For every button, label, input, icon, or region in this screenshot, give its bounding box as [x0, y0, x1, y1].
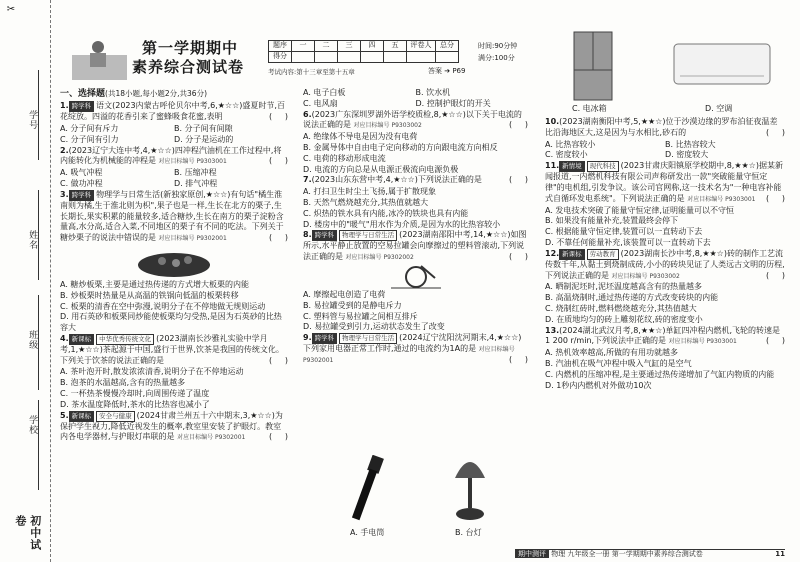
option-c[interactable]: C. 电荷的移动形成电流	[303, 153, 386, 163]
answer-paren[interactable]: ( )	[269, 112, 288, 122]
q-tag: 跨学科	[69, 101, 95, 112]
question-9	[303, 333, 528, 366]
q-subtag: 物理学与日常生活	[339, 230, 397, 241]
brand-logo: 初中试卷	[13, 515, 42, 551]
section-desc: (共18小题,每小题2分,共36分)	[105, 89, 207, 98]
field-line	[38, 190, 39, 280]
field-name: 姓名	[27, 230, 38, 250]
title-line-2: 素养综合测试卷	[132, 58, 245, 76]
answer-paren[interactable]: ( )	[509, 175, 528, 185]
options-list	[545, 282, 785, 325]
field-line	[38, 70, 39, 160]
score-cell[interactable]	[338, 52, 361, 63]
score-header: 四	[361, 41, 384, 52]
q-ref: 对应目标编号 P9303002	[611, 272, 680, 280]
column-2	[303, 88, 528, 367]
option-d[interactable]: D. 茶水温度降低时,茶水的比热容也减小了	[60, 399, 210, 409]
answer-paren[interactable]: ( )	[509, 252, 528, 262]
question-13	[545, 326, 785, 348]
option-d[interactable]: D. 分子是运动的	[174, 134, 234, 144]
q-text: (2023湖南长沙中考,8,★★☆)砖的制作工艺流传数千年,从黏土到烧制成砖,小小的砖块见证了人类远古文明的历程,下列说法正确的是	[545, 248, 785, 280]
q-number: 9.	[303, 333, 312, 343]
option-a[interactable]: A. 分子间有斥力	[60, 123, 119, 133]
binding-sidebar	[0, 0, 51, 562]
score-header: 总分	[436, 41, 459, 52]
option-c[interactable]: C. 做功冲程	[60, 178, 103, 188]
options-grid	[60, 168, 288, 190]
question-5	[60, 411, 288, 444]
q-text: (2023湖南邵阳中考,14,★☆☆)如图所示,水平静止放置的空易拉罐会向摩擦过的塑料管滚动,下列说法正确的是	[303, 230, 527, 262]
field-student-id: 学号	[27, 110, 38, 130]
option-c[interactable]: C. 一杯热茶慢慢冷却时,向周围传递了温度	[60, 389, 210, 399]
q-text: (2024甘肃兰州五十六中期末,3,★☆☆)为保护学生视力,降低近视发生的概率,教室里安装了护眼灯。教室内各电学器材,与护眼灯串联的是	[60, 410, 283, 442]
answer-paren[interactable]: ( )	[509, 354, 528, 364]
footer-badge: 期中测评	[515, 550, 549, 558]
student-illustration-icon	[70, 35, 130, 85]
page-number: 11	[775, 550, 785, 558]
question-10	[545, 117, 785, 139]
exam-full-score: 满分:100分	[478, 54, 515, 62]
option-c[interactable]: C. 板栗的清香在空中弥漫,说明分子在不停地做无规则运动	[60, 301, 266, 311]
question-12	[545, 249, 785, 282]
answer-paren[interactable]: ( )	[269, 233, 288, 243]
question-8	[303, 230, 528, 263]
q-number: 11.	[545, 161, 560, 171]
q-number: 7.	[303, 175, 312, 185]
option-a[interactable]: A. 发电技术突破了能量守恒定律,证明能量可以不守恒	[545, 205, 734, 215]
q-ref: 对应目标编号 P9302001	[158, 235, 227, 243]
score-cell[interactable]	[407, 52, 436, 63]
option-a[interactable]: A. 打扫卫生时尘土飞扬,属于扩散现象	[303, 187, 436, 197]
options-list	[60, 367, 288, 410]
q-text: (2023辽宁大连中考,4,★☆☆)四冲程汽油机在工作过程中,将内能转化为机械能的冲程是	[60, 145, 282, 166]
field-school: 学校	[27, 415, 38, 435]
q-text: (2024辽宁沈阳沈河期末,4,★☆☆)下列家用电器正常工作时,通过的电流约为1A的是	[303, 333, 522, 354]
option-b[interactable]: B. 比热容较大	[665, 139, 716, 149]
q-tag: 新课标	[69, 411, 95, 422]
score-cell[interactable]	[436, 52, 459, 63]
question-4	[60, 334, 288, 367]
q-number: 1.	[60, 101, 69, 111]
option-b[interactable]: B. 泡茶的水温越高,含有的热量越多	[60, 378, 186, 388]
footer-grade: 九年级全一册	[567, 550, 610, 558]
flashlight-icon	[340, 455, 400, 525]
options-list	[545, 348, 785, 391]
options-grid	[60, 124, 288, 146]
score-header: 一	[292, 41, 315, 52]
option-a[interactable]: A. 摩擦起电创造了电荷	[303, 289, 386, 299]
option-d[interactable]: D. 在质地均匀的砖上雕刻花纹,砖的密度变小	[545, 314, 703, 324]
q-number: 3.	[60, 189, 69, 199]
q-tag: 跨学科	[69, 190, 95, 201]
q-ref: 对应目标编号 P9303001	[668, 338, 737, 346]
answer-paren[interactable]: ( )	[509, 120, 528, 130]
table-lamp-icon	[445, 448, 495, 526]
options-list	[303, 132, 528, 175]
q-text: (2024湖北武汉月考,8,★★☆)单缸四冲程内燃机,飞轮的转速是1 200 r/min,下列说法中正确的是	[545, 325, 781, 346]
q-ref: 对应目标编号 P9303002	[353, 122, 422, 130]
question-1	[60, 101, 288, 123]
chestnut-photo-icon	[134, 245, 214, 279]
air-conditioner-icon	[672, 42, 772, 92]
question-7	[303, 175, 528, 186]
option-a[interactable]: A. 绝缘体不导电是因为没有电荷	[303, 132, 418, 142]
answer-paren[interactable]: ( )	[766, 127, 785, 137]
option-b[interactable]: B. 天然气燃烧越充分,其热值就越大	[303, 197, 429, 207]
exam-time: 时间:90分钟	[478, 42, 518, 50]
option-d[interactable]: D. 密度较大	[665, 150, 709, 160]
option-a[interactable]: A. 吸气冲程	[60, 168, 103, 178]
option-b[interactable]: B. 金属导体中自由电子定向移动的方向跟电流方向相反	[303, 142, 498, 152]
option-c[interactable]: C. 烧制红砖时,燃料燃烧越充分,其热值越大	[545, 303, 697, 313]
q-ref: 对应目标编号 P9302001	[177, 434, 246, 442]
footer-title: 第一学期期中素养综合测试卷	[611, 550, 703, 558]
answer-ref: 答案 ➔ P69	[428, 67, 466, 75]
score-header: 五	[384, 41, 407, 52]
q-number: 4.	[60, 333, 69, 343]
q-ref: 对应目标编号 P9302001	[303, 346, 515, 364]
q-text: (2023湖南长沙雅礼实验中学月考,1,★☆☆)茶起源于中国,盛行于世界,饮茶是我国的传统文化。下列关于饮茶的说法正确的是	[60, 333, 284, 365]
options-list	[545, 206, 785, 249]
option-b[interactable]: B. 炒板栗时热量是从高温的铁锅向低温的板栗转移	[60, 290, 239, 300]
q-number: 8.	[303, 230, 312, 240]
score-header: 二	[315, 41, 338, 52]
q-subtag: 安全与健康	[96, 411, 135, 422]
field-line	[38, 400, 39, 490]
q-tag: 跨学科	[312, 333, 338, 344]
can-and-tube-icon	[391, 264, 441, 290]
option-d[interactable]: D. 电流的方向总是从电源正极流向电源负极	[303, 164, 459, 174]
q-text: (2023甘肃庆阳镇原学校期中,8,★★☆)据某新闻报道,一内燃机科技有限公司声称研发出一款"突破能量守恒定律"的电机组,引发争议。该公司官网称,这一技术名为"一种电容补能式自循环发电系统"。下列说法正确的是	[545, 161, 783, 203]
field-line	[38, 295, 39, 390]
option-b[interactable]: B. 饮水机	[415, 88, 451, 97]
option-b[interactable]: B. 高温烧制时,通过热传递的方式改变砖块的内能	[545, 293, 719, 303]
q-tag: 新课标	[69, 334, 95, 345]
q-text: (2023山东东营中考,4,★☆☆)下列说法正确的是	[311, 175, 482, 185]
score-header: 三	[338, 41, 361, 52]
exam-scope: 考试内容:第十三章至第十五章	[268, 68, 355, 76]
column-3	[545, 117, 785, 391]
score-header: 题序	[269, 41, 292, 52]
q-subtag: 物理学与日常生活	[339, 333, 397, 344]
refrigerator-icon	[572, 30, 614, 102]
option-a[interactable]: A. 糖炒板栗,主要是通过热传递的方式增大板栗的内能	[60, 279, 249, 289]
q-ref: 对应目标编号 P9303001	[158, 158, 227, 166]
answer-paren[interactable]: ( )	[269, 432, 288, 442]
q-number: 6.	[303, 109, 312, 119]
option-c[interactable]: C. 内燃机的压缩冲程,是主要通过热传递增加了气缸内物质的内能	[545, 369, 775, 379]
score-cell[interactable]	[292, 52, 315, 63]
option-a[interactable]: A. 茶叶泡开时,散发浓浓清香,说明分子在不停地运动	[60, 367, 244, 377]
section-title-text: 一、选择题	[60, 89, 106, 99]
q-subtag: 中华优秀传统文化	[96, 334, 154, 345]
option-b[interactable]: B. 易拉罐受到的是静电斥力	[303, 300, 402, 310]
q-tag: 新情境	[559, 161, 585, 172]
cut-mark: ✂	[5, 4, 17, 16]
q-tag: 跨学科	[312, 230, 338, 241]
options-list	[60, 280, 288, 334]
question-2	[60, 146, 288, 168]
options-grid	[545, 140, 785, 162]
option-a[interactable]: A. 比热容较小	[545, 139, 596, 149]
option-d[interactable]: D. 易拉罐受到引力,运动状态发生了改变	[303, 322, 445, 332]
question-11	[545, 161, 785, 204]
q-subtag: 劳动教育	[587, 249, 619, 260]
score-cell[interactable]	[315, 52, 338, 63]
q-text: 物理学与日常生活(新独家原创,★☆☆)有句话"橘生淮南则为橘,生于淮北则为枳",果子也是一样,生长在北方的栗子,生长期长,果实积累的能量较多,适合糖炒,生长在南方的栗子淀粉含量高,水分高,适合入菜,不同地区的栗子有不同的吃法。下列关于糖炒栗子的说法中错误的是	[60, 189, 284, 243]
answer-paren[interactable]: ( )	[766, 193, 785, 203]
q-text: (2023广东深圳罗湖外语学校质检,8,★☆☆)以下关于电流的说法正确的是	[303, 109, 522, 130]
option-d[interactable]: D. 用石英砂和板栗同炒能使板栗均匀受热,是因为石英砂的比热容大	[60, 312, 282, 333]
section-title	[60, 88, 288, 100]
score-cell[interactable]	[384, 52, 407, 63]
option-c[interactable]: C. 塑料管与易拉罐之间相互排斥	[303, 311, 418, 321]
flashlight-caption: A. 手电筒	[350, 528, 385, 537]
option-a[interactable]: A. 电子白板	[303, 88, 346, 97]
option-b[interactable]: B. 压缩冲程	[174, 168, 217, 178]
footer-subject: 物理	[551, 550, 566, 558]
option-d[interactable]: D. 不靠任何能量补充,该装置可以一直转动下去	[545, 237, 711, 247]
q-ref: 对应目标编号 P9303001	[687, 195, 756, 203]
field-class: 班级	[27, 330, 38, 350]
answer-paren[interactable]: ( )	[269, 156, 288, 166]
q-text: (2023湖南衡阳中考,5,★★☆)位于沙漠边缘的罗布泊征夜温差比沿海地区大,这是因为与水相比,砂石的	[545, 117, 778, 137]
options-list	[303, 187, 528, 230]
option-c[interactable]: C. 炽热的铁水具有内能,冰冷的铁块也具有内能	[303, 208, 469, 218]
lamp-caption: B. 台灯	[455, 528, 482, 537]
option-c[interactable]: C. 根据能量守恒定律,装置可以一直转动下去	[545, 227, 703, 237]
q-number: 12.	[545, 248, 560, 258]
column-1	[60, 88, 288, 444]
title-line-1: 第一学期期中	[142, 39, 239, 57]
title-block	[70, 35, 260, 85]
options-grid	[303, 88, 528, 110]
q-subtag: 现代科技	[587, 161, 619, 172]
fridge-caption: C. 电冰箱	[572, 104, 607, 113]
page-footer	[515, 549, 785, 560]
options-list	[303, 290, 528, 333]
q-tag: 新课标	[559, 249, 585, 260]
score-table	[268, 40, 459, 63]
q-ref: 对应目标编号 P9302002	[345, 254, 414, 262]
option-d[interactable]: D. 楼房中的"暖气"用水作为介质,是因为水的比热容较小	[303, 219, 501, 229]
q-number: 13.	[545, 325, 560, 335]
answer-paren[interactable]: ( )	[766, 336, 785, 346]
q-number: 2.	[60, 145, 69, 155]
option-a[interactable]: A. 晒制泥坯时,泥坯温度越高含有的热量越多	[545, 282, 702, 292]
option-d[interactable]: D. 控制护眼灯的开关	[415, 98, 491, 108]
question-6	[303, 110, 528, 132]
option-c[interactable]: C. 密度较小	[545, 150, 588, 160]
option-a[interactable]: A. 热机效率越高,所做的有用功就越多	[545, 348, 678, 358]
option-c[interactable]: C. 电风扇	[303, 98, 338, 108]
score-row-label: 得分	[269, 52, 292, 63]
q-text: 语文(2023内蒙古呼伦贝尔中考,6,★☆☆)盛夏时节,百花绽放。四溢的花香引来了蜜蜂吸食花蜜,表明	[60, 101, 285, 122]
option-d[interactable]: D. 1秒内内燃机对外做功10次	[545, 380, 652, 390]
option-b[interactable]: B. 如果没有能量补充,装置最终会停下	[545, 216, 679, 226]
option-b[interactable]: B. 汽油机在吸气冲程中吸入气缸的是空气	[545, 358, 692, 368]
option-d[interactable]: D. 排气冲程	[174, 178, 218, 188]
answer-paren[interactable]: ( )	[269, 355, 288, 365]
answer-paren[interactable]: ( )	[766, 270, 785, 280]
option-b[interactable]: B. 分子间有间隙	[174, 123, 233, 133]
option-c[interactable]: C. 分子间有引力	[60, 134, 119, 144]
score-cell[interactable]	[361, 52, 384, 63]
q-number: 10.	[545, 117, 560, 126]
ac-caption: D. 空调	[705, 104, 733, 113]
score-header: 评卷人	[407, 41, 436, 52]
question-3	[60, 190, 288, 244]
q-number: 5.	[60, 410, 69, 420]
